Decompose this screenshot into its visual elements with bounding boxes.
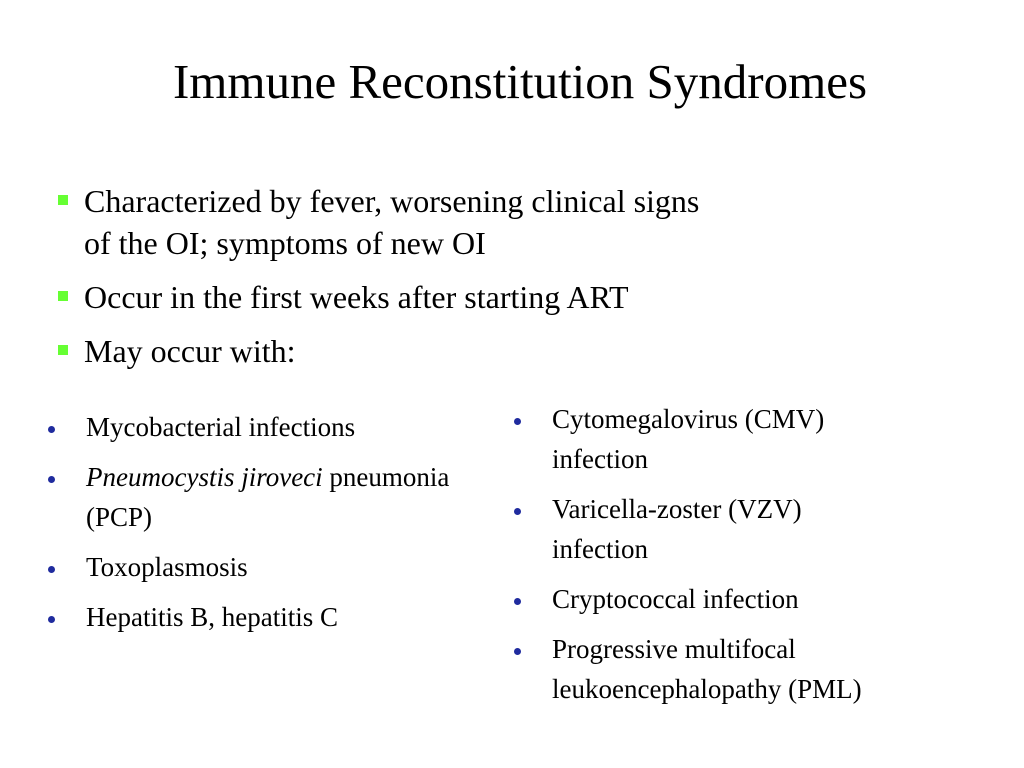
list-item-text: Hepatitis B, hepatitis C <box>86 602 338 632</box>
list-item-text: Varicella-zoster (VZV) <box>552 494 802 524</box>
list-item <box>46 457 486 537</box>
list-item-text: Toxoplasmosis <box>86 552 248 582</box>
dot-bullet-icon <box>48 566 55 573</box>
main-bullet-list <box>56 180 876 384</box>
list-item <box>512 399 952 479</box>
main-bullet-may-occur <box>56 330 876 372</box>
list-item-text: Mycobacterial infections <box>86 412 356 442</box>
dot-bullet-icon <box>514 418 521 425</box>
list-item <box>46 597 486 637</box>
list-item <box>512 629 952 709</box>
square-bullet-icon <box>58 195 68 205</box>
dot-bullet-icon <box>48 476 55 483</box>
list-item-italic-text: Pneumocystis jiroveci <box>86 462 323 492</box>
list-item <box>46 547 486 587</box>
left-sub-list <box>46 407 486 647</box>
slide-title: Immune Reconstitution Syndromes <box>172 54 868 109</box>
list-item-text: Cryptococcal infection <box>552 584 799 614</box>
dot-bullet-icon <box>514 648 521 655</box>
list-item-text: Progressive multifocal <box>552 634 796 664</box>
list-item-text: Cytomegalovirus (CMV) <box>552 404 825 434</box>
dot-bullet-icon <box>514 508 521 515</box>
list-item-text-cont: infection <box>552 534 648 564</box>
dot-bullet-icon <box>48 616 55 623</box>
list-item-text-cont: infection <box>552 444 648 474</box>
main-bullet-text: Occur in the first weeks after starting ART <box>84 279 629 315</box>
square-bullet-icon <box>58 291 68 301</box>
list-item <box>512 489 952 569</box>
right-sub-list <box>512 399 952 719</box>
main-bullet-text: Characterized by fever, worsening clinical signs <box>84 183 700 219</box>
list-item <box>46 407 486 447</box>
main-bullet-text: May occur with: <box>84 333 296 369</box>
main-bullet-text-cont: of the OI; symptoms of new OI <box>84 225 486 261</box>
dot-bullet-icon <box>48 426 55 433</box>
main-bullet-characterized <box>56 180 876 264</box>
dot-bullet-icon <box>514 598 521 605</box>
square-bullet-icon <box>58 345 68 355</box>
list-item-text: pneumonia <box>322 462 450 492</box>
main-bullet-occur <box>56 276 876 318</box>
list-item-text-cont: leukoencephalopathy (PML) <box>552 674 862 704</box>
list-item-text-cont: (PCP) <box>86 502 153 532</box>
list-item <box>512 579 952 619</box>
